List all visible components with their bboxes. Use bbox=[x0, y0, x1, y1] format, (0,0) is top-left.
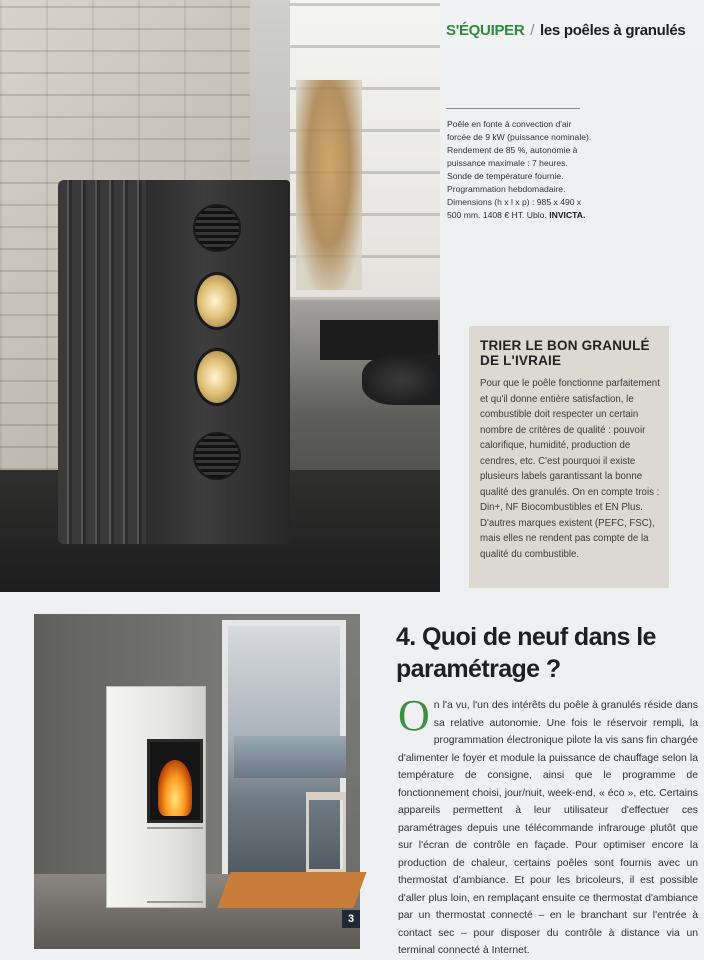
fire-icon bbox=[158, 760, 192, 816]
photo-number-badge: 3 bbox=[342, 910, 360, 928]
section-header-text bbox=[446, 22, 685, 39]
white-stove bbox=[106, 686, 206, 908]
cast-iron-stove bbox=[58, 180, 290, 544]
vent-grille-top bbox=[193, 204, 241, 252]
header-section: S'ÉQUIPER bbox=[446, 22, 525, 39]
stove-photo-top bbox=[0, 0, 440, 592]
lake-view bbox=[234, 736, 346, 778]
header-separator: / bbox=[530, 22, 535, 39]
rug bbox=[362, 355, 440, 405]
chair bbox=[306, 792, 346, 872]
sidebar-body: Pour que le poêle fonctionne parfaitement et qu'il donne entière satisfaction, le combustible doit respecter un certain nombre de critères de qualité : pouvoir calorifique, humidité, production de cendres, etc. C'est pourquoi il existe plusieurs labels garantissant la bonne qualité des granulés. On en compte trois : Din+, NF Biocombustibles et EN Plus. D'autres marques existent (PEFC, FSC), mais elles ne rendent pas compte de la qualité du combustible. bbox=[480, 378, 660, 560]
caption-text: Poêle en fonte à convection d'air forcée de 9 kW (puissance nominale). Rendement de 85 %, autonomie à puissance maximale : 7 heures. Sonde de température fournie. Programmation hebdomadaire. Dimensions (h x l x p) : 985 x 490 x 500 mm. 1408 € HT. Ublo. bbox=[447, 119, 592, 220]
article-heading: 4. Quoi de neuf dans le paramétrage ? bbox=[396, 623, 656, 683]
orange-rug bbox=[217, 872, 366, 908]
caption-rule bbox=[446, 108, 580, 109]
vent-grille-bottom bbox=[193, 432, 241, 480]
drop-cap: O bbox=[398, 691, 430, 740]
flame-porthole-lower bbox=[194, 348, 240, 406]
photo-caption bbox=[447, 118, 595, 222]
header-topic: les poêles à granulés bbox=[540, 22, 686, 39]
sidebar-title: TRIER LE BON GRANULÉ DE L'IVRAIE bbox=[480, 338, 650, 368]
stove-fins bbox=[58, 180, 150, 544]
stove-body bbox=[146, 180, 290, 544]
stove-photo-bottom bbox=[34, 614, 360, 949]
flame-porthole-upper bbox=[194, 272, 240, 330]
article-text: n l'a vu, l'un des intérêts du poêle à granulés réside dans sa relative autonomie. Une fois le réservoir rempli, la programmation électronique pilote la vis sans fin chargée d'alimenter le foyer et module la puissance de chauffage selon la température de consigne, ainsi que le programme de fonctionnement choisi, jour/nuit, week-end, « éco », etc. Certains appareils permettent à leur utilisateur d'effectuer ces paramétrages depuis une télécommande infrarouge plutôt que sur l'écran de contrôle en façade. Pour optimiser encore la production de chaleur, certains poêles sont fournis avec un thermostat d'ambiance. Et pour les bricoleurs, il est possible d'aller plus loin, en remplaçant ensuite ce thermostat d'ambiance par un thermostat connecté – en le branchant sur l'entrée à contact sec – pour disposer du contrôle à distance via un terminal connecté à Internet. bbox=[398, 700, 698, 956]
fire-window bbox=[147, 739, 203, 823]
tree-view bbox=[296, 80, 362, 290]
caption-brand: INVICTA. bbox=[549, 210, 586, 220]
coffee-table bbox=[320, 320, 438, 360]
article-body bbox=[398, 691, 698, 960]
stove-lower-panel bbox=[147, 827, 203, 903]
